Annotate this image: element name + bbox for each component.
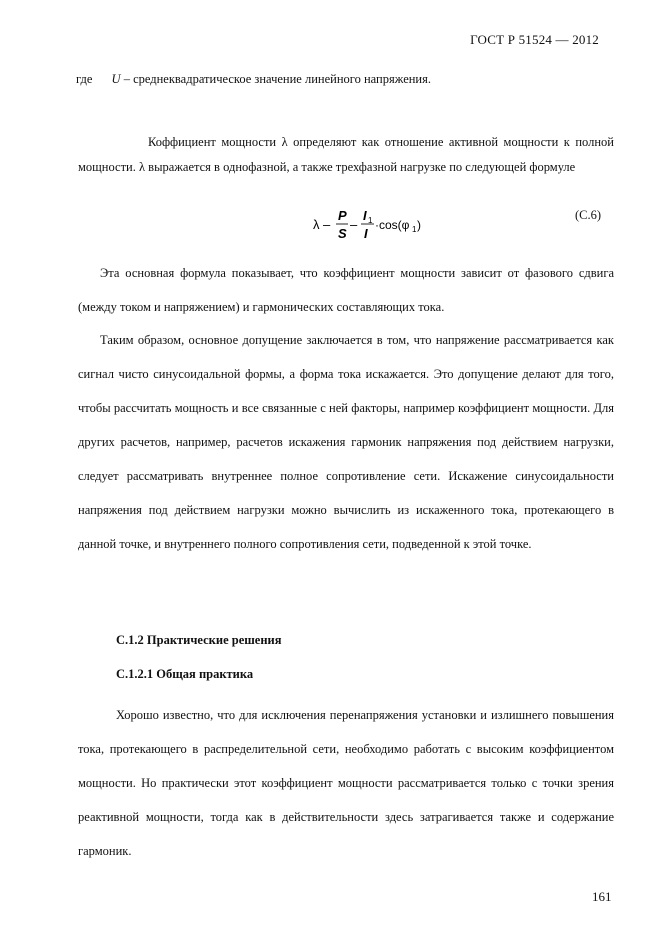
formula-p: P — [338, 208, 347, 223]
formula-lambda: λ — [313, 217, 320, 232]
paragraph-power-factor-definition: Коффициент мощности λ определяют как отношение активной мощности к полной мощности. λ выражается в однофазной, а также трехфазной нагрузке по следующей формуле — [78, 135, 614, 174]
where-prefix: где — [76, 72, 93, 86]
power-factor-formula — [313, 206, 425, 244]
paragraph-general-practice: Хорошо известно, что для исключения перенапряжения установки и излишнего повышения тока, протекающего в распределительной сети, необходимо работать с высоким коэффициентом мощности. Но практически этот коэффициент мощности рассматривается только с точки зрения реактивной мощности, тогда как в действительности здесь затрагивается также и содержание гармоник. — [78, 708, 614, 858]
section-heading-general-practice: С.1.2.1 Общая практика — [116, 667, 254, 681]
paragraph-assumption: Таким образом, основное допущение заключается в том, что напряжение рассматривается как сигнал чисто синусоидальной формы, а форма тока искажается. Это допущение делают для того, чтобы рассчитать мощность и все связанные с ней факторы, например коэффициент мощности. Для других расчетов, например, расчетов искажения гармоник напряжения под действием нагрузки, следует рассматривать внутреннее полное сопротивление сети. Искажение синусоидальности напряжения под действием нагрузки можно вычислить из искаженного тока, протекающего в данной точке, и внутреннего полного сопротивления сети, подведенной к этой точке. — [78, 333, 614, 551]
paragraph-formula-explanation: Эта основная формула показывает, что коэффициент мощности зависит от фазового сдвига (между током и напряжением) и гармонических составляющих тока. — [78, 266, 614, 314]
variable-description: – среднеквадратическое значение линейного напряжения. — [123, 72, 431, 86]
formula-i1-subscript: 1 — [368, 216, 373, 225]
section-heading-practical-solutions: С.1.2 Практические решения — [116, 633, 282, 647]
formula-close-paren: ) — [417, 218, 421, 232]
formula-cos: ·cos(φ — [375, 218, 410, 232]
formula-dash-1: – — [323, 217, 331, 232]
page-number: 161 — [592, 889, 612, 904]
formula-i: I — [364, 226, 368, 241]
variable-symbol: U — [111, 72, 121, 86]
variable-definition — [76, 72, 431, 87]
formula-phi-subscript: 1 — [412, 225, 417, 234]
formula-number: (С.6) — [575, 208, 602, 222]
standard-code-header: ГОСТ Р 51524 — 2012 — [470, 32, 599, 47]
formula-dash-2: – — [350, 217, 358, 232]
formula-i1: I — [363, 208, 367, 223]
formula-s: S — [338, 226, 347, 241]
